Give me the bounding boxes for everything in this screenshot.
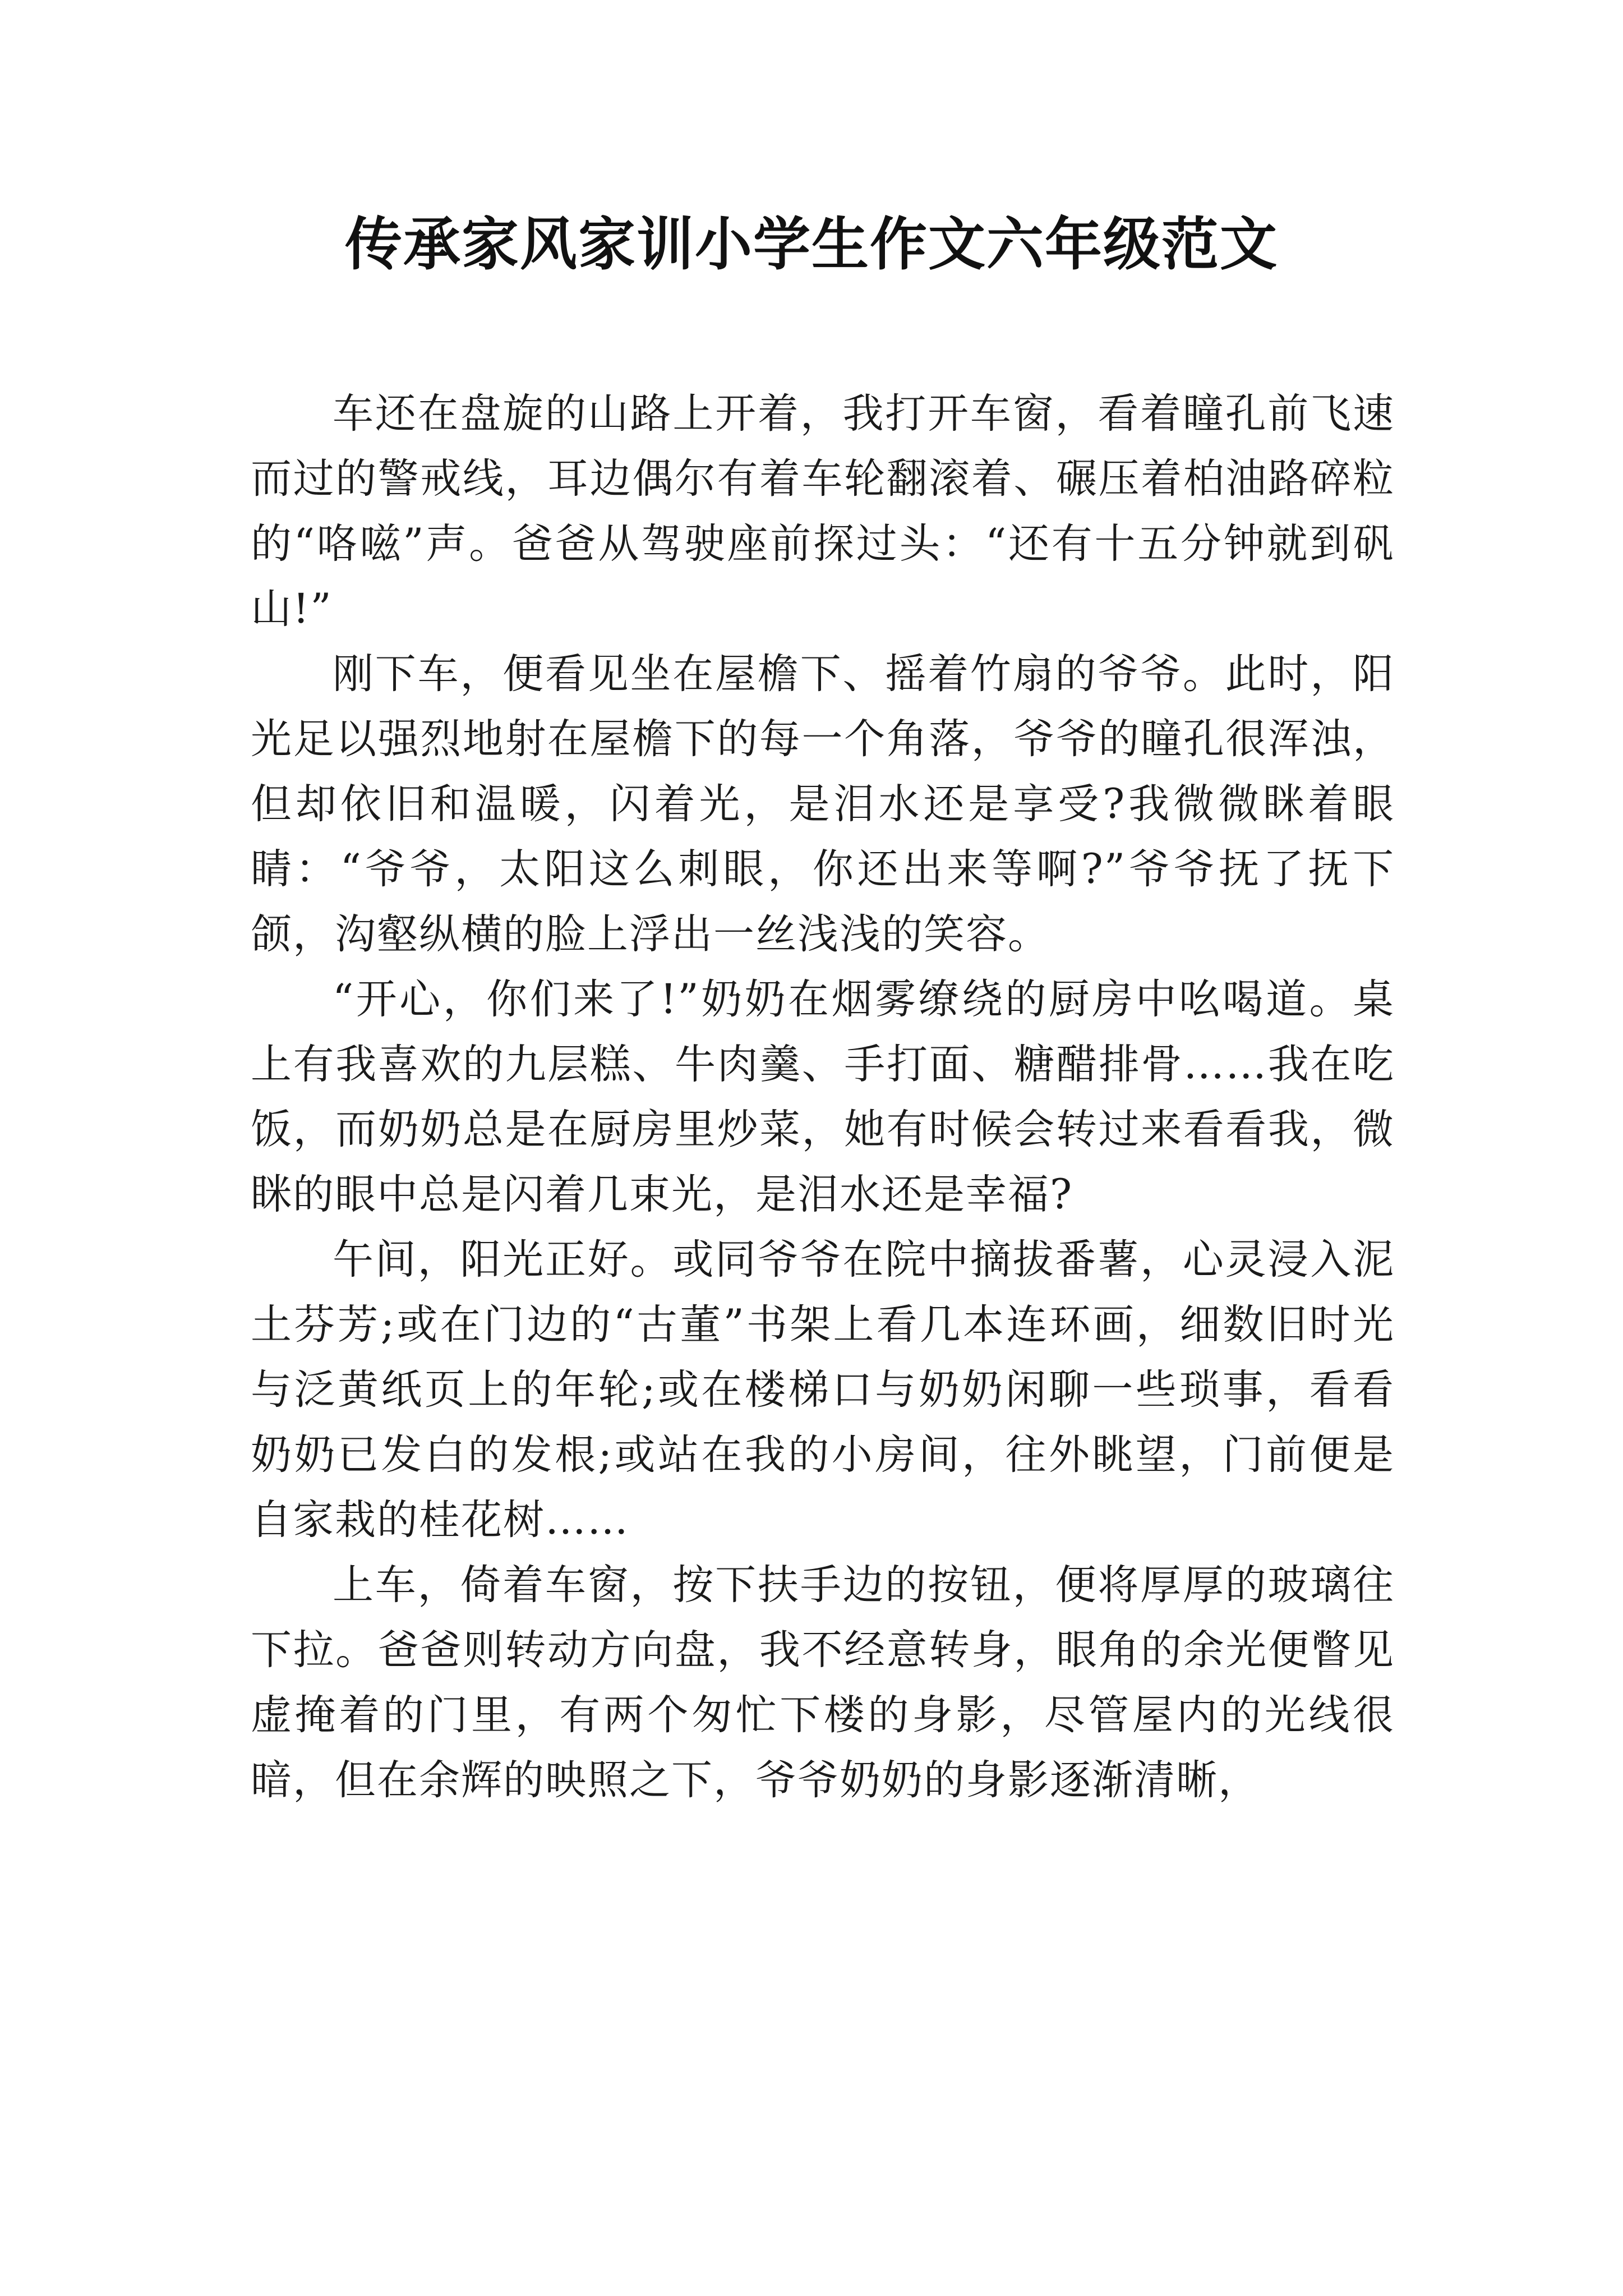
paragraph-1: 车还在盘旋的山路上开着，我打开车窗，看着瞳孔前飞速而过的警戒线，耳边偶尔有着车轮翻滚着、碾压着柏油路碎粒的“咯嗞”声。爸爸从驾驶座前探过头：“还有十五分钟就到矾山!” — [251, 390, 1395, 633]
document-title: 传承家风家训小学生作文六年级范文 — [345, 211, 1278, 278]
paragraph-3: “开心，你们来了!”奶奶在烟雾缭绕的厨房中吆喝道。桌上有我喜欢的九层糕、牛肉羹、手打面、糖醋排骨……我在吃饭，而奶奶总是在厨房里炒菜，她有时候会转过来看看我，微眯的眼中总是闪着几束光，是泪水还是幸福? — [251, 976, 1395, 1218]
paragraph-2: 刚下车，便看见坐在屋檐下、摇着竹扇的爷爷。此时，阳光足以强烈地射在屋檐下的每一个角落，爷爷的瞳孔很浑浊，但却依旧和温暖，闪着光，是泪水还是享受?我微微眯着眼睛：“爷爷，太阳这么刺眼，你还出来等啊?”爷爷抚了抚下颌，沟壑纵横的脸上浮出一丝浅浅的笑容。 — [251, 650, 1395, 958]
document-body — [251, 381, 1395, 1813]
paragraph-5: 上车，倚着车窗，按下扶手边的按钮，便将厚厚的玻璃往下拉。爸爸则转动方向盘，我不经意转身，眼角的余光便瞥见虚掩着的门里，有两个匆忙下楼的身影，尽管屋内的光线很暗，但在余辉的映照之下，爷爷奶奶的身影逐渐清晰， — [251, 1561, 1395, 1804]
paragraph-4: 午间，阳光正好。或同爷爷在院中摘拔番薯，心灵浸入泥土芬芳;或在门边的“古董”书架上看几本连环画，细数旧时光与泛黄纸页上的年轮;或在楼梯口与奶奶闲聊一些琐事，看看奶奶已发白的发根;或站在我的小房间，往外眺望，门前便是自家栽的桂花树…… — [251, 1236, 1395, 1544]
